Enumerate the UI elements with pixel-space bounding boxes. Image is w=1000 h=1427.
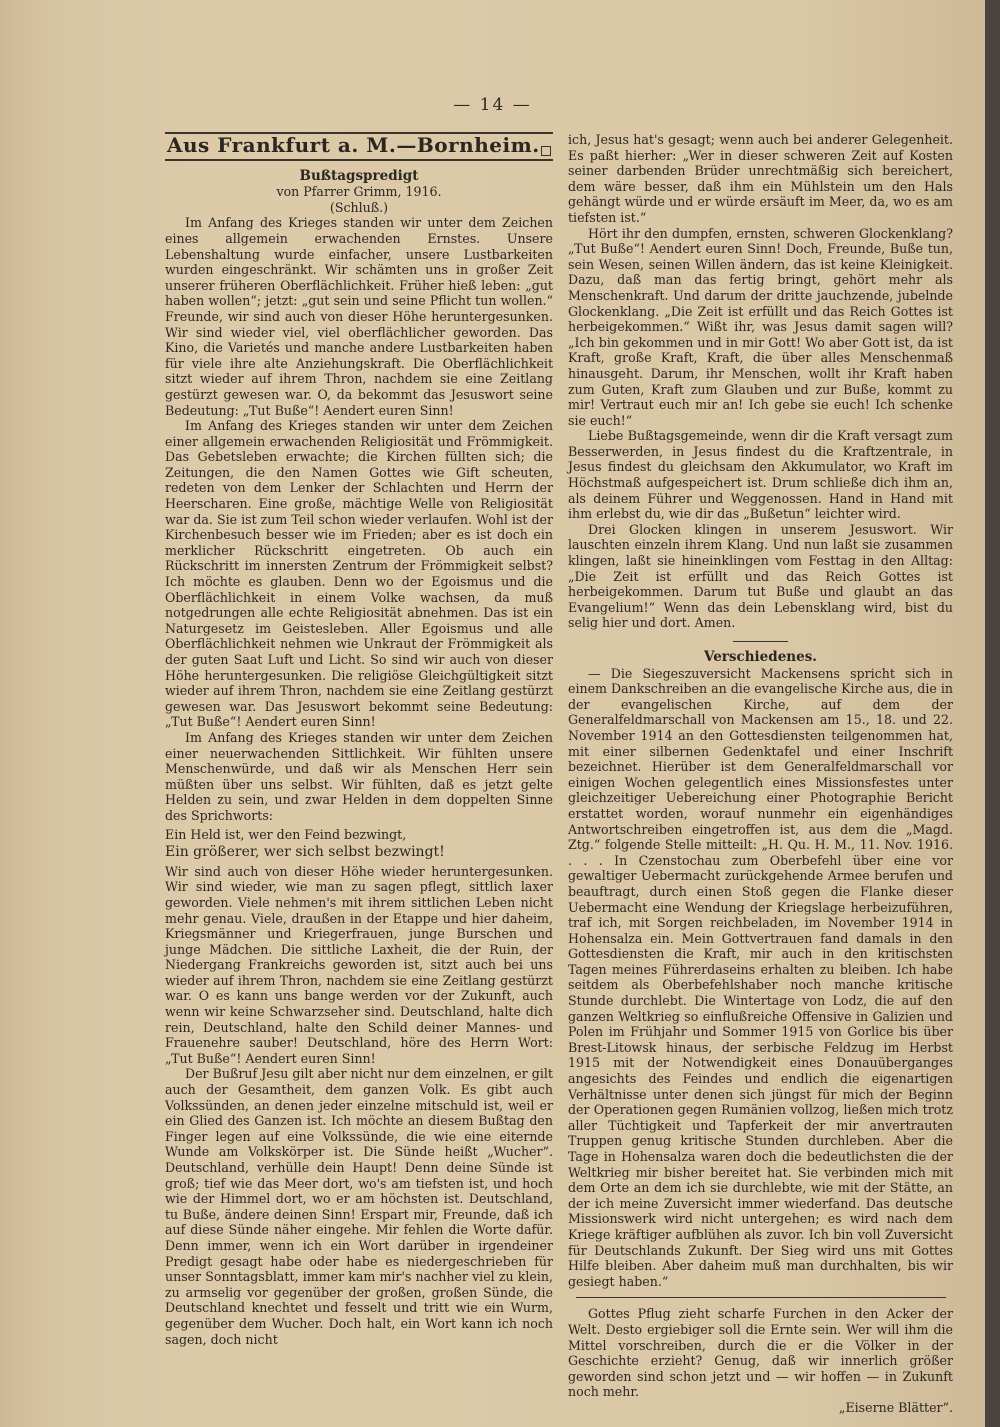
sermon-paragraph: Im Anfang des Krieges standen wir unter dem Zeichen einer allgemein erwachenden Religiosität und Frömmigkeit. Das Gebetsleben erwachte; die Kirchen füllten sich; die Zeitungen, die den Namen Gottes wie Gift scheuten, redeten von dem Lenker der Schlachten und Herrn der Heerscharen. Eine große, mächtige Welle von Religiosität war da. Sie ist zum Teil schon wieder verlaufen. Wohl ist der Kirchenbesuch besser wie im Frieden; aber es ist doch ein merklicher Rückschritt eingetreten. Ob auch ein Rückschritt im innersten Zentrum der Frömmigkeit selbst? Ich möchte es glauben. Denn wo der Egoismus und die Oberflächlichkeit in einem Volke wachsen, da muß notgedrungen alle echte Religiosität abnehmen. Das ist ein Naturgesetz im Geistesleben. Aller Egoismus und alle Oberflächlichkeit nehmen wie Unkraut der Frömmigkeit als der guten Saat Luft und Licht. So sind wir auch von dieser Höhe heruntergesunken. Die religiöse Gleichgültigkeit sitzt wieder auf ihrem Thron, nachdem sie eine Zeitlang gestürzt gewesen war. Das Jesuswort bekommt seine Bedeutung: „Tut Buße“! Aendert euren Sinn! <box>165 418 553 730</box>
closing-paragraph: Gottes Pflug zieht scharfe Furchen in den Acker der Welt. Desto ergiebiger soll die Ernte sein. Wer will ihm die Mittel vorschreiben, durch die er die Völker in der Geschichte erzieht? Genug, daß wir innerlich größer geworden sind schon jetzt und — wir hoffen — in Zukunft noch mehr. <box>568 1306 953 1400</box>
sermon-paragraph: ich, Jesus hat's gesagt; wenn auch bei anderer Gelegenheit. Es paßt hierher: „Wer in dieser schweren Zeit auf Kosten seiner darbenden Brüder unrechtmäßig sich bereichert, dem wäre besser, daß ihm ein Mühlstein um den Hals gehängt würde und er würde ersäuft im Meer, da, wo es am tiefsten ist.“ <box>568 132 953 225</box>
misc-heading: Verschiedenes. <box>703 649 818 665</box>
right-column <box>568 132 953 1416</box>
sermon-paragraph: Liebe Bußtagsgemeinde, wenn dir die Kraft versagt zum Besserwerden, in Jesus findest du die Kraftzentrale, in Jesus findest du gleichsam den Akkumulator, wo Kraft im Höchstmaß aufgespeichert ist. Drum schließe dich ihm an, als deinem Führer und Weggenossen. Hand in Hand mit ihm erlebst du, wie dir das „Bußetun“ leichter wird. <box>568 428 953 522</box>
divider <box>733 641 788 642</box>
sermon-paragraph: Hört ihr den dumpfen, ernsten, schweren Glockenklang? „Tut Buße“! Aendert euren Sinn! Doch, Freunde, Buße tun, sein Wesen, seinen Willen ändern, das ist keine Kleinigkeit. Dazu, daß man das fertig bringt, gehört mehr als Menschenkraft. Und darum der dritte jauchzende, jubelnde Glockenklang. „Die Zeit ist erfüllt und das Reich Gottes ist herbeigekommen.“ Wißt ihr, was Jesus damit sagen will? „Ich bin gekommen und in mir Gott! Wo aber Gott ist, da ist Kraft, große Kraft, Kraft, die über alles Menschenmaß hinausgeht. Darum, ihr Menschen, wollt ihr Kraft haben zum Guten, Kraft zum Glauben und zur Buße, kommt zu mir! Vertraut euch mir an! Ich gebe sie euch! Ich schenke sie euch!“ <box>568 225 953 428</box>
misc-article: — Die Siegeszuversicht Mackensens spricht sich in einem Dankschreiben an die evangelische Kirche aus, die in der evangelischen Kirche, auf dem der Generalfeldmarschall von Mackensen am 15., 18. und 22. November 1914 an den Gottesdiensten teilgenommen hat, mit einer silbernen Gedenktafel und einer Inschrift bezeichnet. Hierüber ist dem Generalfeldmarschall vor einigen Wochen gelegentlich eines Missionsfestes unter gleichzeitiger Uebereichung einer Photographie Bericht erstattet worden, worauf nunmehr ein eigenhändiges Antwortschreiben eingetroffen ist, aus dem die „Magd. Ztg.“ folgende Stelle mitteilt: „H. Qu. H. M., 11. Nov. 1916. . . . In Czenstochau zum Oberbefehl über eine vor gewaltiger Uebermacht zurückgehende Armee berufen und beauftragt, durch einen Stoß gegen die Flanke dieser Uebermacht eine Wendung der Kriegslage herbeizuführen, traf ich, mit Sorgen reichbeladen, im November 1914 in Hohensalza ein. Mein Gottvertrauen fand damals in den Gottesdiensten die Kraft, mir auch in den kritischsten Tagen meines Führerdaseins erhalten zu bleiben. Ich habe seitdem als Oberbefehlshaber noch manche kritische Stunde durchlebt. Die Wintertage von Lodz, die auf den ganzen Weltkrieg so einflußreiche Offensive in Galizien und Polen im Frühjahr und Sommer 1915 von Gorlice bis über Brest-Litowsk hinaus, der serbische Feldzug im Herbst 1915 mit der Notwendigkeit eines Donauüberganges angesichts des Feindes und endlich die eigenartigen Verhältnisse unter denen sich jüngst für mich der Beginn der Operationen gegen Rumänien vollzog, ließen mich trotz aller Tüchtigkeit und Tapferkeit der mir anvertrauten Truppen genug kritische Stunden durchleben. Aber die Tage in Hohensalza waren doch die bedeutlichsten die der Weltkrieg mir bisher bereitet hat. Sie verbinden mich mit dem Orte an dem ich sie durchlebte, wie mit der Stätte, an der ich meine Zuversicht immer wiederfand. Das deutsche Missionswerk wird nicht untergehen; es wird nach dem Kriege kräftiger aufblühen als zuvor. Ich bin voll Zuversicht für Deutschlands Zukunft. Der Sieg wird uns mit Gottes Hilfe bleiben. Aber daheim muß man durchhalten, bis wir gesiegt haben.“ <box>568 665 953 1289</box>
page-number: — 14 — <box>453 95 532 115</box>
sermon-paragraph: Im Anfang des Krieges standen wir unter dem Zeichen einer neuerwachenden Sittlichkeit. Wir fühlten unsere Menschenwürde, und daß wir als Menschen Herr sein müßten über uns selbst. Wir fühlten, daß es jetzt gelte Helden zu sein, und zwar Helden in dem doppelten Sinne des Sprichworts: <box>165 729 553 823</box>
quote-source: „Eiserne Blätter“. <box>838 1399 953 1415</box>
section-title <box>165 132 553 161</box>
sermon-author: von Pfarrer Grimm, 1916. <box>276 184 442 200</box>
sermon-paragraph: Drei Glocken klingen in unserem Jesuswort. Wir lauschten einzeln ihrem Klang. Und nun laßt sie zusammen klingen, laßt sie hineinklingen vom Festtag in den Alltag: „Die Zeit ist erfüllt und das Reich Gottes ist herbeigekommen. Darum tut Buße und glaubt an das Evangelium!“ Wenn das dein Lebensklang wird, bist du selig hier und dort. Amen. <box>568 521 953 631</box>
divider <box>576 1297 946 1298</box>
left-column <box>165 132 553 1347</box>
sermon-note: (Schluß.) <box>329 199 389 215</box>
sermon-paragraph: Der Bußruf Jesu gilt aber nicht nur dem einzelnen, er gilt auch der Gesamtheit, dem ganzen Volk. Es gibt auch Volkssünden, an denen jeder einzelne mitschuld ist, weil er ein Glied des Ganzen ist. Ich möchte an diesem Bußtag den Finger legen auf eine Volkssünde, die wie eine eiternde Wunde am Volkskörper ist. Die Sünde heißt „Wucher“. Deutschland, verhülle dein Haupt! Denn deine Sünde ist groß; tief wie das Meer dort, wo's am tiefsten ist, und hoch wie der Himmel dort, wo er am höchsten ist. Deutschland, tu Buße, ändere deinen Sinn! Erspart mir, Freunde, daß ich auf diese Sünde näher eingehe. Mir fehlen die Worte dafür. Denn immer, wenn ich ein Wort darüber in irgendeiner Predigt gesagt habe oder habe es niedergeschrieben für unser Sonntagsblatt, immer kam mir's nachher viel zu klein, zu armselig vor gegenüber der großen, großen Sünde, die Deutschland knechtet und fesselt und tritt wie ein Wurm, gegenüber dem Wucher. Doch halt, ein Wort kann ich noch sagen, doch nicht <box>165 1066 553 1347</box>
proverb-line-1: Ein Held ist, wer den Feind bezwingt, <box>165 826 407 842</box>
box-ornament-icon <box>541 146 551 156</box>
sermon-title: Bußtagspredigt <box>299 167 419 184</box>
sermon-paragraph: Wir sind auch von dieser Höhe wieder heruntergesunken. Wir sind wieder, wie man zu sagen pflegt, sittlich laxer geworden. Viele nehmen's mit ihrem sittlichen Leben nicht mehr genau. Viele, draußen in der Etappe und hier daheim, Kriegsmänner und Kriegerfrauen, junge Burschen und junge Mädchen. Die sittliche Laxheit, die der Ruin, der Niedergang Frankreichs geworden ist, sitzt auch bei uns wieder auf ihrem Thron, nachdem sie eine Zeitlang gestürzt war. O es kann uns bange werden vor der Zukunft, auch wenn wir keine Schwarzseher sind. Deutschland, halte dich rein, Deutschland, halte den Schild deiner Mannes- und Frauenehre sauber! Deutschland, höre des Herrn Wort: „Tut Buße“! Aendert euren Sinn! <box>165 863 553 1066</box>
section-title-text: Aus Frankfurt a. M.—Bornheim. <box>167 133 540 157</box>
proverb-line-2: Ein größerer, wer sich selbst bezwingt! <box>165 844 445 861</box>
sermon-paragraph: Im Anfang des Krieges standen wir unter dem Zeichen eines allgemein erwachenden Ernstes. Unsere Lebenshaltung wurde einfacher, unsere Lustbarkeiten wurden eingeschränkt. Wir schämten uns in großer Zeit unserer früheren Oberflächlichkeit. Früher hieß leben: „gut haben wollen“; jetzt: „gut sein und seine Pflicht tun wollen.“ Freunde, wir sind auch von dieser Höhe heruntergesunken. Wir sind wieder viel, viel oberflächlicher geworden. Das Kino, die Varietés und manche andere Lustbarkeiten haben für viele ihre alte Anziehungskraft. Die Oberflächlichkeit sitzt wieder auf ihrem Thron, nachdem sie eine Zeitlang gestürzt gewesen war. O, da bekommt das Jesuswort seine Bedeutung: „Tut Buße“! Aendert euren Sinn! <box>165 215 553 418</box>
book-binding-edge <box>985 0 1000 1427</box>
